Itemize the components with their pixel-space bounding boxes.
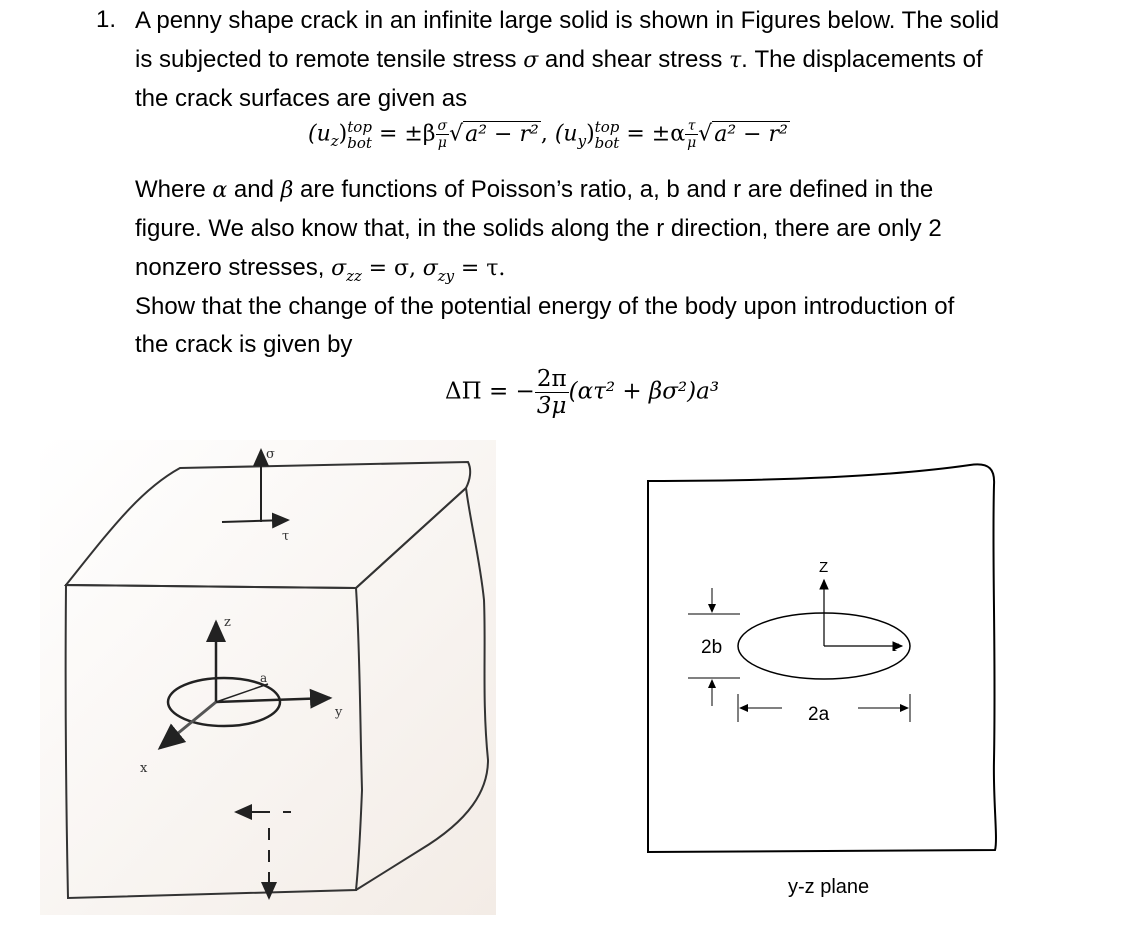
left-tau-label: τ <box>282 529 290 544</box>
right-r-label: r <box>892 639 899 655</box>
intro-line2-b: and shear stress <box>544 46 723 73</box>
szz-sub: zz <box>346 266 362 285</box>
pm-alpha: = ±α <box>626 121 686 147</box>
frac2-num: τ <box>685 118 698 135</box>
frac1-den: μ <box>437 135 447 151</box>
alpha-symbol: α <box>212 178 228 203</box>
where-line3-text: nonzero stresses, <box>135 254 325 281</box>
problem-number: 1. <box>96 6 117 33</box>
szz: σ <box>331 256 347 281</box>
frac2-den: μ <box>687 135 697 151</box>
frac1-num: σ <box>437 118 448 134</box>
where-c: are functions of Poisson’s ratio, a, b and r are defined in the <box>300 176 934 203</box>
root2: a² − r² <box>714 121 788 147</box>
energy-frac-num: 2π <box>536 366 567 392</box>
left-y-label: y <box>335 705 343 720</box>
intro-line2-c: . The displacements of <box>741 46 983 73</box>
right-z-label: Z <box>819 559 829 576</box>
tau-symbol: τ <box>728 48 742 73</box>
uz-term: (u <box>308 121 331 147</box>
szy-sub: zy <box>437 266 455 285</box>
where-a: Where <box>135 176 206 203</box>
right-2a-label: 2a <box>808 704 830 725</box>
szy: σ <box>422 256 438 281</box>
energy-frac-den: 3μ <box>536 393 567 419</box>
left-z-label: z <box>224 615 231 630</box>
intro-line2-a: is subjected to remote tensile stress <box>135 46 517 73</box>
szz-eq: = σ, <box>368 256 417 281</box>
szy-eq: = τ. <box>460 256 506 281</box>
uy-term: (u <box>554 121 578 147</box>
plane-caption: y-z plane <box>788 876 870 898</box>
uy-top: top <box>594 117 620 136</box>
show-line2: the crack is given by <box>135 331 353 358</box>
where-b: and <box>233 176 274 203</box>
eq-comma: , <box>540 121 548 147</box>
right-2b-label: 2b <box>701 637 723 658</box>
uz-top: top <box>347 117 372 136</box>
plane-outline <box>648 464 996 852</box>
left-x-label: x <box>140 761 148 776</box>
energy-lhs: ΔΠ = − <box>445 378 535 405</box>
problem-intro-line3: the crack surfaces are given as <box>135 85 468 112</box>
left-sigma-label: σ <box>266 447 275 462</box>
problem-intro-line1: A penny shape crack in an infinite large solid is shown in Figures below. The solid <box>135 7 1000 34</box>
show-line1: Show that the change of the potential energy of the body upon introduction of <box>135 293 955 320</box>
sigma-symbol: σ <box>523 48 539 73</box>
uz-bot: bot <box>347 133 372 152</box>
root1: a² − r² <box>465 121 539 147</box>
displacement-equation: $(u_z)$ top bot = ±β $\frac{\sigma}{\mu}$ √a² − r², $(u_y)$ top bot = ±α $\frac{\tau}{\mu}$ √a² − r² <box>308 117 788 152</box>
energy-rhs: (ατ² + βσ²)a³ <box>568 378 720 405</box>
beta-symbol: β <box>280 178 294 203</box>
pm-beta: = ±β <box>378 121 436 147</box>
left-a-label: a <box>260 671 268 685</box>
uz-subscript: z <box>330 131 339 150</box>
uy-bot: bot <box>594 133 620 152</box>
where-line2: figure. We also know that, in the solids along the r direction, there are only 2 <box>135 215 942 242</box>
uy-subscript: y <box>577 131 587 150</box>
